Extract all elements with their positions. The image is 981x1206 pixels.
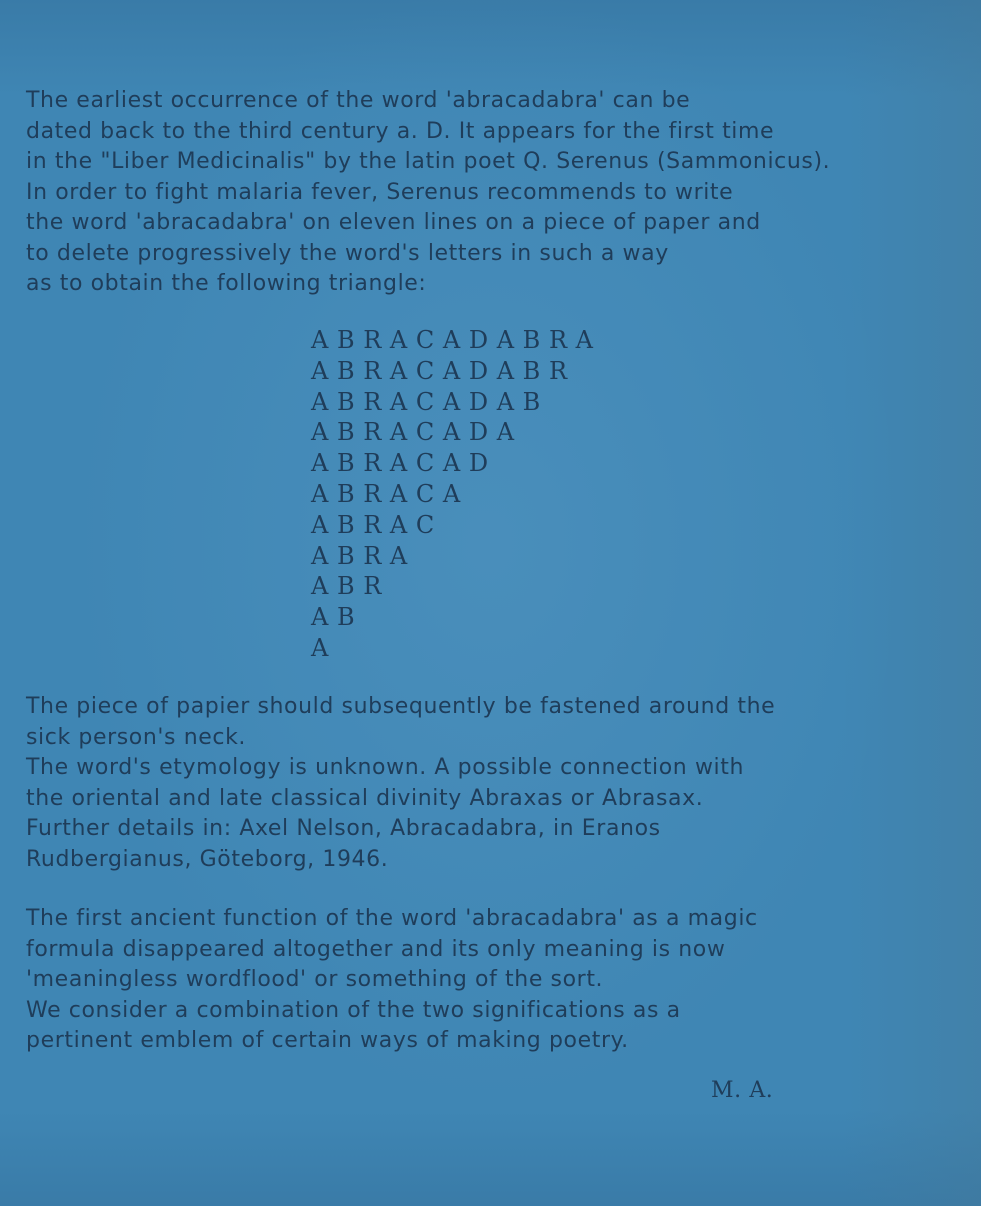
text-line: We consider a combination of the two significations as a: [26, 997, 681, 1023]
text-line: to delete progressively the word's letters in such a way: [26, 240, 669, 266]
text-line: The word's etymology is unknown. A possible connection with: [26, 755, 745, 780]
triangle-row: A B R A: [311, 541, 408, 570]
triangle-row: A B R A C A: [311, 479, 461, 508]
text-line: in the "Liber Medicinalis" by the latin poet Q. Serenus (Sammonicus).: [26, 149, 831, 174]
text-line: formula disappeared altogether and its only meaning is now: [26, 936, 726, 962]
text-line: Rudbergianus, Göteborg, 1946.: [26, 846, 389, 872]
closing-paragraph: [26, 904, 758, 1057]
triangle-row: A B R A C A D A: [311, 418, 515, 447]
etymology-paragraph: [26, 692, 775, 875]
text-line: the word 'abracadabra' on eleven lines on a piece of paper and: [26, 210, 761, 235]
triangle-row: A B R A C A D A B R A: [311, 326, 594, 354]
text-line: The piece of papier should subsequently be fastened around the: [26, 694, 776, 719]
text-line: The first ancient function of the word 'abracadabra' as a magic: [26, 906, 758, 931]
triangle-row: A B R: [311, 572, 382, 601]
text-line: In order to fight malaria fever, Serenus recommends to write: [26, 179, 734, 205]
triangle-row: A B R A C A D A B R: [311, 356, 568, 385]
triangle-row: A B R A C A D: [311, 449, 489, 478]
triangle-row: A B R A C: [311, 510, 435, 539]
text-line: as to obtain the following triangle:: [26, 271, 427, 296]
intro-paragraph: [26, 86, 830, 300]
text-line: 'meaningless wordflood' or something of the sort.: [26, 967, 604, 992]
text-line: dated back to the third century a. D. It appears for the first time: [26, 118, 775, 144]
author-signature: M. A.: [711, 1078, 774, 1103]
text-line: Further details in: Axel Nelson, Abracadabra, in Eranos: [26, 816, 661, 841]
triangle-row: A B: [311, 603, 356, 632]
text-line: sick person's neck.: [26, 724, 247, 750]
triangle-row: A B R A C A D A B: [311, 387, 541, 416]
text-line: the oriental and late classical divinity Abraxas or Abrasax.: [26, 785, 704, 811]
text-line: The earliest occurrence of the word 'abracadabra' can be: [26, 88, 691, 113]
text-line: pertinent emblem of certain ways of making poetry.: [26, 1028, 629, 1053]
abracadabra-triangle: [311, 325, 593, 664]
triangle-row: A: [311, 633, 329, 662]
